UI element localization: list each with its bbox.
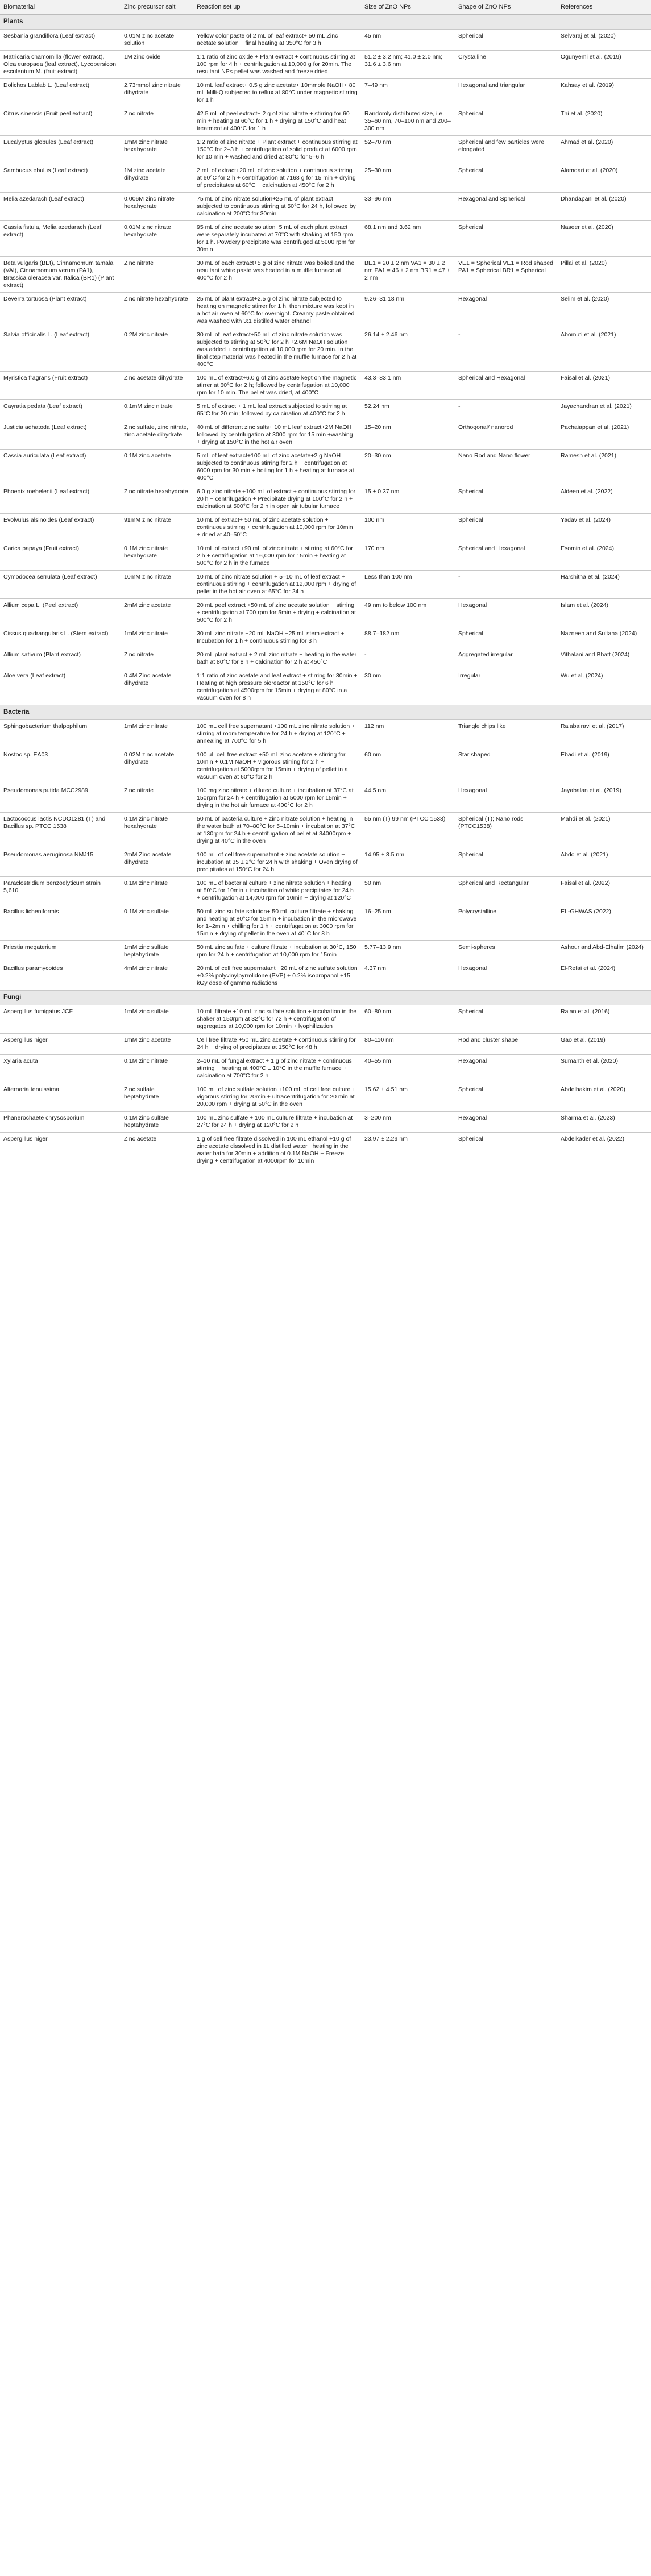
precursor-cell: 0.1M zinc nitrate <box>121 877 193 905</box>
biomaterial-cell: Justicia adhatoda (Leaf extract) <box>0 421 121 450</box>
table-row <box>0 877 651 905</box>
biomaterial-cell: Carica papaya (Fruit extract) <box>0 542 121 571</box>
reaction-cell: 50 mL zinc sulfate + culture filtrate + incubation at 30°C, 150 rpm for 24 h + centrifugation at 10,000 rpm for 15min <box>193 941 361 962</box>
table-row <box>0 51 651 79</box>
reference-cell: Dhandapani et al. (2020) <box>557 193 651 221</box>
biomaterial-cell: Xylaria acuta <box>0 1055 121 1083</box>
biomaterial-cell: Eucalyptus globules (Leaf extract) <box>0 136 121 164</box>
size-cell: 25–30 nm <box>361 164 455 193</box>
size-cell: 51.2 ± 3.2 nm; 41.0 ± 2.0 nm; 31.6 ± 3.6 nm <box>361 51 455 79</box>
size-cell: 68.1 nm and 3.62 nm <box>361 221 455 257</box>
shape-cell: Spherical <box>455 1083 557 1112</box>
biomaterial-cell: Citrus sinensis (Fruit peel extract) <box>0 107 121 136</box>
table-row <box>0 571 651 599</box>
biomaterial-cell: Evolvulus alsinoides (Leaf extract) <box>0 514 121 542</box>
size-cell: 45 nm <box>361 30 455 51</box>
table-row <box>0 107 651 136</box>
header-biomaterial: Biomaterial <box>0 0 121 15</box>
biomaterial-cell: Bacillus paramycoides <box>0 962 121 991</box>
precursor-cell: 1mM zinc sulfate <box>121 1005 193 1034</box>
reference-cell: Nazneen and Sultana (2024) <box>557 627 651 648</box>
size-cell: 60–80 nm <box>361 1005 455 1034</box>
biomaterial-cell: Aspergillus niger <box>0 1034 121 1055</box>
precursor-cell: 2mM zinc acetate <box>121 599 193 627</box>
shape-cell: Star shaped <box>455 748 557 784</box>
reference-cell: Rajabairavi et al. (2017) <box>557 720 651 748</box>
size-cell: 52.24 nm <box>361 400 455 421</box>
reaction-cell: 30 mL zinc nitrate +20 mL NaOH +25 mL stem extract + Incubation for 1 h + continuous stirring for 3 h <box>193 627 361 648</box>
reaction-cell: 5 mL of extract + 1 mL leaf extract subjected to stirring at 65°C for 20 min; followed by calcination at 400°C for 2 h <box>193 400 361 421</box>
reaction-cell: Cell free filtrate +50 mL zinc acetate + continuous stirring for 24 h + drying of precipitates at 150°C for 48 h <box>193 1034 361 1055</box>
shape-cell: Aggregated irregular <box>455 648 557 669</box>
reference-cell: Gao et al. (2019) <box>557 1034 651 1055</box>
reference-cell: Thi et al. (2020) <box>557 107 651 136</box>
shape-cell: Irregular <box>455 669 557 705</box>
size-cell: Randomly distributed size, i.e. 35–60 nm, 70–100 nm and 200–300 nm <box>361 107 455 136</box>
header-size: Size of ZnO NPs <box>361 0 455 15</box>
reference-cell: EL-GHWAS (2022) <box>557 905 651 941</box>
table-row <box>0 372 651 400</box>
biomaterial-cell: Beta vulgaris (BEt), Cinnamomum tamala (VAI), Cinnamomum verum (PA1), Brassica oleracea var. Italica (BR1) (Plant extract) <box>0 257 121 293</box>
size-cell: 40–55 nm <box>361 1055 455 1083</box>
size-cell: 15–20 nm <box>361 421 455 450</box>
table-row <box>0 542 651 571</box>
table-row <box>0 599 651 627</box>
reference-cell: Mahdi et al. (2021) <box>557 813 651 848</box>
biomaterial-cell: Cissus quadrangularis L. (Stem extract) <box>0 627 121 648</box>
shape-cell: Hexagonal <box>455 962 557 991</box>
biomaterial-cell: Nostoc sp. EA03 <box>0 748 121 784</box>
size-cell: 50 nm <box>361 877 455 905</box>
table-body <box>0 15 651 1168</box>
table-row <box>0 221 651 257</box>
biomaterial-cell: Pseudomonas putida MCC2989 <box>0 784 121 813</box>
size-cell: 23.97 ± 2.29 nm <box>361 1133 455 1168</box>
size-cell: 43.3–83.1 nm <box>361 372 455 400</box>
precursor-cell: 4mM zinc nitrate <box>121 962 193 991</box>
reference-cell: Sharma et al. (2023) <box>557 1112 651 1133</box>
shape-cell: VE1 = Spherical VE1 = Rod shaped PA1 = Spherical BR1 = Spherical <box>455 257 557 293</box>
size-cell: 60 nm <box>361 748 455 784</box>
shape-cell: Orthogonal/ nanorod <box>455 421 557 450</box>
reference-cell: Ramesh et al. (2021) <box>557 450 651 485</box>
shape-cell: Spherical <box>455 221 557 257</box>
reference-cell: Ebadi et al. (2019) <box>557 748 651 784</box>
reaction-cell: 1:1 ratio of zinc acetate and leaf extract + stirring for 30min + Heating at high pressure bioreactor at 150°C for 6 h + centrifugation at 4500rpm for 15min + drying at 80°C in a vacuum oven for 8 h <box>193 669 361 705</box>
reference-cell: Esomin et al. (2024) <box>557 542 651 571</box>
reference-cell: Aldeen et al. (2022) <box>557 485 651 514</box>
shape-cell: Hexagonal <box>455 599 557 627</box>
biomaterial-cell: Allium sativum (Plant extract) <box>0 648 121 669</box>
shape-cell: Spherical <box>455 30 557 51</box>
biomaterial-cell: Cassia fistula, Melia azedarach (Leaf extract) <box>0 221 121 257</box>
biomaterial-cell: Aloe vera (Leaf extract) <box>0 669 121 705</box>
shape-cell: Spherical <box>455 1005 557 1034</box>
precursor-cell: 0.01M zinc nitrate hexahydrate <box>121 221 193 257</box>
reaction-cell: 1:2 ratio of zinc nitrate + Plant extract + continuous stirring at 150°C for 2–3 h + centrifugation of solid product at 6000 rpm for 10 min + washed and dried at 80°C for 5–6 h <box>193 136 361 164</box>
shape-cell: Spherical and Rectangular <box>455 877 557 905</box>
size-cell: 80–110 nm <box>361 1034 455 1055</box>
shape-cell: Semi-spheres <box>455 941 557 962</box>
size-cell: 15 ± 0.37 nm <box>361 485 455 514</box>
shape-cell: Spherical <box>455 848 557 877</box>
size-cell: 88.7–182 nm <box>361 627 455 648</box>
header-row <box>0 0 651 15</box>
table-row <box>0 962 651 991</box>
precursor-cell: 0.2M zinc nitrate <box>121 328 193 372</box>
biomaterial-cell: Aspergillus niger <box>0 1133 121 1168</box>
reaction-cell: 5 mL of leaf extract+100 mL of zinc acetate+2 g NaOH subjected to continuous stirring for 2 h + centrifugation at 6000 rpm for 30 min + boiling for 1 h + heating at furnace at 400°C <box>193 450 361 485</box>
table-row <box>0 293 651 328</box>
table-row <box>0 905 651 941</box>
reference-cell: El-Refai et al. (2024) <box>557 962 651 991</box>
shape-cell: Spherical <box>455 514 557 542</box>
header-references: References <box>557 0 651 15</box>
biomaterial-cell: Salvia officinalis L. (Leaf extract) <box>0 328 121 372</box>
biomaterial-cell: Bacillus licheniformis <box>0 905 121 941</box>
biomaterial-cell: Myristica fragrans (Fruit extract) <box>0 372 121 400</box>
size-cell: 55 nm (T) 99 nm (PTCC 1538) <box>361 813 455 848</box>
table-row <box>0 164 651 193</box>
precursor-cell: 0.1mM zinc nitrate <box>121 400 193 421</box>
precursor-cell: 91mM zinc nitrate <box>121 514 193 542</box>
size-cell: 15.62 ± 4.51 nm <box>361 1083 455 1112</box>
table-row <box>0 328 651 372</box>
reaction-cell: 30 mL of each extract+5 g of zinc nitrate was boiled and the resultant white paste was heated in a muffle furnace at 400°C for 2 h <box>193 257 361 293</box>
biomaterial-cell: Sphingobacterium thalpophilum <box>0 720 121 748</box>
shape-cell: Spherical <box>455 164 557 193</box>
table-row <box>0 193 651 221</box>
precursor-cell: 0.02M zinc acetate dihydrate <box>121 748 193 784</box>
table-row <box>0 136 651 164</box>
table-row <box>0 1055 651 1083</box>
reference-cell: Selvaraj et al. (2020) <box>557 30 651 51</box>
table-row <box>0 30 651 51</box>
reaction-cell: 100 mL zinc sulfate + 100 mL culture filtrate + incubation at 27°C for 24 h + drying at 120°C for 2 h <box>193 1112 361 1133</box>
biomaterial-cell: Melia azedarach (Leaf extract) <box>0 193 121 221</box>
table-row <box>0 784 651 813</box>
precursor-cell: 0.1M zinc acetate <box>121 450 193 485</box>
table-row <box>0 1112 651 1133</box>
reference-cell: Ashour and Abd-Elhalim (2024) <box>557 941 651 962</box>
reference-cell: Abomuti et al. (2021) <box>557 328 651 372</box>
reaction-cell: 100 mL of bacterial culture + zinc nitrate solution + heating at 80°C for 10min + incubation of white precipitates for 24 h + centrifugation at 14,000 rpm for 10min + drying at 120°C <box>193 877 361 905</box>
shape-cell: - <box>455 571 557 599</box>
precursor-cell: 10mM zinc nitrate <box>121 571 193 599</box>
reaction-cell: 10 mL of zinc nitrate solution + 5–10 mL of leaf extract + continuous stirring + centrifugation at 12,000 rpm + drying of pellet in the hot air oven at 65°C for 24 h <box>193 571 361 599</box>
precursor-cell: 0.1M zinc nitrate hexahydrate <box>121 813 193 848</box>
size-cell: Less than 100 nm <box>361 571 455 599</box>
reference-cell: Sumanth et al. (2020) <box>557 1055 651 1083</box>
reaction-cell: 42.5 mL of peel extract+ 2 g of zinc nitrate + stirring for 60 min + heating at 60°C for 1 h + drying at 150°C and heat treatment at 400°C for 1 h <box>193 107 361 136</box>
biomaterial-cell: Allium cepa L. (Peel extract) <box>0 599 121 627</box>
table-row <box>0 813 651 848</box>
precursor-cell: 1M zinc acetate dihydrate <box>121 164 193 193</box>
precursor-cell: Zinc acetate dihydrate <box>121 372 193 400</box>
reaction-cell: 50 mL of bacteria culture + zinc nitrate solution + heating in the water bath at 70–80°C for 5–10min + incubation at 37°C at 130rpm for 24 h + centrifugation of pellet at 34000rpm + drying at 40°C in the oven <box>193 813 361 848</box>
biomaterial-cell: Lactococcus lactis NCDO1281 (T) and Bacillus sp. PTCC 1538 <box>0 813 121 848</box>
size-cell: 26.14 ± 2.46 nm <box>361 328 455 372</box>
reaction-cell: 6.0 g zinc nitrate +100 mL of extract + continuous stirring for 20 h + centrifugation + Precipitate drying at 100°C for 2 h + calcination at 500°C for 2 h in open air tubular furnace <box>193 485 361 514</box>
reference-cell: Yadav et al. (2024) <box>557 514 651 542</box>
table-row <box>0 485 651 514</box>
reference-cell: Abdelhakim et al. (2020) <box>557 1083 651 1112</box>
reference-cell: Abdo et al. (2021) <box>557 848 651 877</box>
reaction-cell: 50 mL zinc sulfate solution+ 50 mL culture filtrate + shaking and heating at 80°C for 15min + incubation in the microwave for 1–2min + chilling for 1 h + centrifugation at 3000 rpm for 15min + drying of pellet in the oven at 40°C for 8 h <box>193 905 361 941</box>
table-row <box>0 748 651 784</box>
precursor-cell: 1mM zinc nitrate <box>121 720 193 748</box>
biomaterial-cell: Matricaria chamomilla (flower extract), Olea europaea (leaf extract), Lycopersicon esculentum M. (fruit extract) <box>0 51 121 79</box>
table-row <box>0 1034 651 1055</box>
shape-cell: Spherical (T); Nano rods (PTCC1538) <box>455 813 557 848</box>
table-row <box>0 648 651 669</box>
precursor-cell: Zinc nitrate hexahydrate <box>121 293 193 328</box>
size-cell: - <box>361 648 455 669</box>
shape-cell: Hexagonal and Spherical <box>455 193 557 221</box>
shape-cell: Hexagonal <box>455 1055 557 1083</box>
header-reaction-setup: Reaction set up <box>193 0 361 15</box>
table-row <box>0 848 651 877</box>
shape-cell: - <box>455 400 557 421</box>
table-row <box>0 1083 651 1112</box>
precursor-cell: 1M zinc oxide <box>121 51 193 79</box>
biomaterial-cell: Alternaria tenuissima <box>0 1083 121 1112</box>
shape-cell: Spherical <box>455 107 557 136</box>
size-cell: 112 nm <box>361 720 455 748</box>
shape-cell: Spherical and Hexagonal <box>455 542 557 571</box>
section-row <box>0 705 651 720</box>
shape-cell: Nano Rod and Nano flower <box>455 450 557 485</box>
table-row <box>0 669 651 705</box>
precursor-cell: 0.1M zinc nitrate hexahydrate <box>121 542 193 571</box>
size-cell: BE1 = 20 ± 2 nm VA1 = 30 ± 2 nm PA1 = 46 ± 2 nm BR1 = 47 ± 2 nm <box>361 257 455 293</box>
shape-cell: Rod and cluster shape <box>455 1034 557 1055</box>
precursor-cell: 2.73mmol zinc nitrate dihydrate <box>121 79 193 107</box>
reference-cell: Harshitha et al. (2024) <box>557 571 651 599</box>
shape-cell: Hexagonal and triangular <box>455 79 557 107</box>
section-title: Bacteria <box>0 705 651 720</box>
table-row <box>0 421 651 450</box>
precursor-cell: 2mM Zinc acetate dihydrate <box>121 848 193 877</box>
size-cell: 16–25 nm <box>361 905 455 941</box>
reaction-cell: 100 mL of zinc sulfate solution +100 mL of cell free culture + vigorous stirring for 20min + ultracentrifugation for 20 min at 20,000 rpm + drying at 50°C in the oven <box>193 1083 361 1112</box>
biomaterial-cell: Deverra tortuosa (Plant extract) <box>0 293 121 328</box>
reference-cell: Pillai et al. (2020) <box>557 257 651 293</box>
size-cell: 100 nm <box>361 514 455 542</box>
shape-cell: Spherical <box>455 485 557 514</box>
reaction-cell: Yellow color paste of 2 mL of leaf extract+ 50 mL Zinc acetate solution + final heating at 350°C for 3 h <box>193 30 361 51</box>
precursor-cell: 0.006M zinc nitrate hexahydrate <box>121 193 193 221</box>
precursor-cell: 1mM zinc nitrate hexahydrate <box>121 136 193 164</box>
precursor-cell: Zinc nitrate <box>121 784 193 813</box>
biomaterial-cell: Sambucus ebulus (Leaf extract) <box>0 164 121 193</box>
table-row <box>0 1133 651 1168</box>
biomaterial-cell: Priestia megaterium <box>0 941 121 962</box>
size-cell: 20–30 nm <box>361 450 455 485</box>
section-row <box>0 991 651 1005</box>
size-cell: 4.37 nm <box>361 962 455 991</box>
reaction-cell: 20 mL peel extract +50 mL of zinc acetate solution + stirring + centrifugation at 700 rpm for 5min + drying + calcination at 500°C for 2 h <box>193 599 361 627</box>
precursor-cell: Zinc acetate <box>121 1133 193 1168</box>
precursor-cell: Zinc nitrate hexahydrate <box>121 485 193 514</box>
zno-nanoparticles-table <box>0 0 651 1168</box>
size-cell: 5.77–13.9 nm <box>361 941 455 962</box>
reference-cell: Faisal et al. (2021) <box>557 372 651 400</box>
reaction-cell: 10 mL of extract+ 50 mL of zinc acetate solution + continuous stirring + centrifugation at 10,000 rpm for 10min + dried at 40–50°C <box>193 514 361 542</box>
reaction-cell: 100 mg zinc nitrate + diluted culture + incubation at 37°C at 150rpm for 24 h + centrifugation at 5000 rpm for 15min + drying in the hot air furnace at 400°C for 2 h <box>193 784 361 813</box>
reference-cell: Jayachandran et al. (2021) <box>557 400 651 421</box>
reaction-cell: 100 mL of cell free supernatant + zinc acetate solution + incubation at 35 ± 2°C for 24 h with shaking + Oven drying of precipitates at 150°C for 24 h <box>193 848 361 877</box>
shape-cell: Hexagonal <box>455 293 557 328</box>
reference-cell: Wu et al. (2024) <box>557 669 651 705</box>
size-cell: 49 nm to below 100 nm <box>361 599 455 627</box>
reference-cell: Kahsay et al. (2019) <box>557 79 651 107</box>
precursor-cell: Zinc nitrate <box>121 107 193 136</box>
precursor-cell: 0.01M zinc acetate solution <box>121 30 193 51</box>
reaction-cell: 20 mL of cell free supernatant +20 mL of zinc sulfate solution +0.2% polyvinylpyrrolidone (PVP) + 0.2% isopropanol +15 kGy dose of gamma radiations <box>193 962 361 991</box>
table-row <box>0 450 651 485</box>
shape-cell: Hexagonal <box>455 1112 557 1133</box>
precursor-cell: Zinc nitrate <box>121 648 193 669</box>
shape-cell: Hexagonal <box>455 784 557 813</box>
precursor-cell: 0.1M zinc sulfate <box>121 905 193 941</box>
shape-cell: Spherical <box>455 1133 557 1168</box>
reaction-cell: 20 mL plant extract + 2 mL zinc nitrate + heating in the water bath at 80°C for 8 h + calcination for 2 h at 450°C <box>193 648 361 669</box>
size-cell: 3–200 nm <box>361 1112 455 1133</box>
precursor-cell: Zinc sulfate heptahydrate <box>121 1083 193 1112</box>
size-cell: 7–49 nm <box>361 79 455 107</box>
reference-cell: Selim et al. (2020) <box>557 293 651 328</box>
precursor-cell: 0.1M zinc sulfate heptahydrate <box>121 1112 193 1133</box>
biomaterial-cell: Sesbania grandiflora (Leaf extract) <box>0 30 121 51</box>
shape-cell: Spherical and Hexagonal <box>455 372 557 400</box>
reaction-cell: 75 mL of zinc nitrate solution+25 mL of plant extract subjected to continuous stirring at 50°C for 24 h, followed by calcination at 200°C for 30min <box>193 193 361 221</box>
size-cell: 52–70 nm <box>361 136 455 164</box>
reference-cell: Faisal et al. (2022) <box>557 877 651 905</box>
shape-cell: - <box>455 328 557 372</box>
reaction-cell: 2–10 mL of fungal extract + 1 g of zinc nitrate + continuous stirring + heating at 400°C ± 10°C in the muffle furnace + calcination at 700°C for 2 h <box>193 1055 361 1083</box>
biomaterial-cell: Phoenix roebelenii (Leaf extract) <box>0 485 121 514</box>
reaction-cell: 95 mL of zinc acetate solution+5 mL of each plant extract were separately incubated at 70°C with shaking at 150 rpm for 1 h. Powdery precipitate was centrifuged at 5000 rpm for 30min <box>193 221 361 257</box>
reference-cell: Rajan et al. (2016) <box>557 1005 651 1034</box>
reaction-cell: 10 mL leaf extract+ 0.5 g zinc acetate+ 10mmole NaOH+ 80 mL Milli-Q subjected to reflux at 80°C under magnetic stirring for 1 h <box>193 79 361 107</box>
biomaterial-cell: Paraclostridium benzoelyticum strain 5,610 <box>0 877 121 905</box>
reference-cell: Jayabalan et al. (2019) <box>557 784 651 813</box>
biomaterial-cell: Aspergillus fumigatus JCF <box>0 1005 121 1034</box>
reaction-cell: 1:1 ratio of zinc oxide + Plant extract + continuous stirring at 100 rpm for 4 h + centrifugation at 10,000 g for 20min. The resultant NPs pellet was washed and freeze dried <box>193 51 361 79</box>
reaction-cell: 10 mL of extract +90 mL of zinc nitrate + stirring at 60°C for 2 h + centrifugation at 16,000 rpm for 15min + heating at 500°C for 2 h in the furnace <box>193 542 361 571</box>
reference-cell: Alamdari et al. (2020) <box>557 164 651 193</box>
table-row <box>0 1005 651 1034</box>
section-title: Plants <box>0 15 651 30</box>
table-row <box>0 627 651 648</box>
precursor-cell: 1mM zinc nitrate <box>121 627 193 648</box>
section-row <box>0 15 651 30</box>
reaction-cell: 100 µL cell free extract +50 mL zinc acetate + stirring for 10min + 0.1M NaOH + vigorous stirring for 2 h + centrifugation at 5000rpm for 15min + drying of pellet in a vacuum oven at 60°C for 2 h <box>193 748 361 784</box>
table-row <box>0 720 651 748</box>
reference-cell: Islam et al. (2024) <box>557 599 651 627</box>
biomaterial-cell: Cayratia pedata (Leaf extract) <box>0 400 121 421</box>
size-cell: 170 nm <box>361 542 455 571</box>
table-row <box>0 79 651 107</box>
reference-cell: Vithalani and Bhatt (2024) <box>557 648 651 669</box>
size-cell: 9.26–31.18 nm <box>361 293 455 328</box>
size-cell: 44.5 nm <box>361 784 455 813</box>
shape-cell: Crystalline <box>455 51 557 79</box>
reaction-cell: 25 mL of plant extract+2.5 g of zinc nitrate subjected to heating on magnetic stirrer for 1 h, then mixture was kept in a hot air oven at 60°C for overnight. Creamy paste obtained was washed with 3:1 distilled water ethanol <box>193 293 361 328</box>
table-row <box>0 257 651 293</box>
reference-cell: Pachaiappan et al. (2021) <box>557 421 651 450</box>
size-cell: 30 nm <box>361 669 455 705</box>
shape-cell: Polycrystalline <box>455 905 557 941</box>
table-row <box>0 400 651 421</box>
biomaterial-cell: Cymodocea serrulata (Leaf extract) <box>0 571 121 599</box>
section-title: Fungi <box>0 991 651 1005</box>
table-row <box>0 514 651 542</box>
shape-cell: Spherical <box>455 627 557 648</box>
biomaterial-cell: Dolichos Lablab L. (Leaf extract) <box>0 79 121 107</box>
shape-cell: Triangle chips like <box>455 720 557 748</box>
reaction-cell: 30 mL of leaf extract+50 mL of zinc nitrate solution was subjected to stirring at 50°C for 2 h +2.6M NaOH solution was added + centrifugation at 10,000 rpm for 20 min. In the final step material was heated in the muffle furnace for 2 h at 400°C <box>193 328 361 372</box>
header-zinc-precursor: Zinc precursor salt <box>121 0 193 15</box>
precursor-cell: Zinc nitrate <box>121 257 193 293</box>
size-cell: 14.95 ± 3.5 nm <box>361 848 455 877</box>
reference-cell: Ogunyemi et al. (2019) <box>557 51 651 79</box>
reaction-cell: 2 mL of extract+20 mL of zinc solution + continuous stirring at 60°C for 2 h + centrifugation at 7168 g for 15 min + drying of precipitates at 60°C + calcination at 450°C for 2 h <box>193 164 361 193</box>
precursor-cell: Zinc sulfate, zinc nitrate, zinc acetate dihydrate <box>121 421 193 450</box>
reaction-cell: 40 mL of different zinc salts+ 10 mL leaf extract+2M NaOH followed by centrifugation at 3000 rpm for 15 min +washing + drying at 150°C in the hot air oven <box>193 421 361 450</box>
precursor-cell: 1mM zinc acetate <box>121 1034 193 1055</box>
shape-cell: Spherical and few particles were elongated <box>455 136 557 164</box>
biomaterial-cell: Cassia auriculata (Leaf extract) <box>0 450 121 485</box>
precursor-cell: 0.1M zinc nitrate <box>121 1055 193 1083</box>
reaction-cell: 100 mL cell free supernatant +100 mL zinc nitrate solution + stirring at room temperature for 24 h + drying at 120°C + annealing at 700°C for 5 h <box>193 720 361 748</box>
biomaterial-cell: Pseudomonas aeruginosa NMJ15 <box>0 848 121 877</box>
reference-cell: Ahmad et al. (2020) <box>557 136 651 164</box>
precursor-cell: 1mM zinc sulfate heptahydrate <box>121 941 193 962</box>
reference-cell: Naseer et al. (2020) <box>557 221 651 257</box>
reference-cell: Abdelkader et al. (2022) <box>557 1133 651 1168</box>
precursor-cell: 0.4M Zinc acetate dihydrate <box>121 669 193 705</box>
reaction-cell: 100 mL of extract+6.0 g of zinc acetate kept on the magnetic stirrer at 60°C for 2 h; followed by centrifugation at 10,000 rpm for 10 min. The pellet was dried, at 400°C <box>193 372 361 400</box>
table-row <box>0 941 651 962</box>
header-shape: Shape of ZnO NPs <box>455 0 557 15</box>
reaction-cell: 10 mL filtrate +10 mL zinc sulfate solution + incubation in the shaker at 150rpm at 32°C for 72 h + centrifugation of aggregates at 10,000 rpm for 10min + lyophilization <box>193 1005 361 1034</box>
reaction-cell: 1 g of cell free filtrate dissolved in 100 mL ethanol +10 g of zinc acetate dissolved in 1L distilled water+ heating in the water bath for 30min + addition of 0.1M NaOH + Freeze drying + centrifugation at 4000rpm for 10min <box>193 1133 361 1168</box>
biomaterial-cell: Phanerochaete chrysosporium <box>0 1112 121 1133</box>
size-cell: 33–96 nm <box>361 193 455 221</box>
